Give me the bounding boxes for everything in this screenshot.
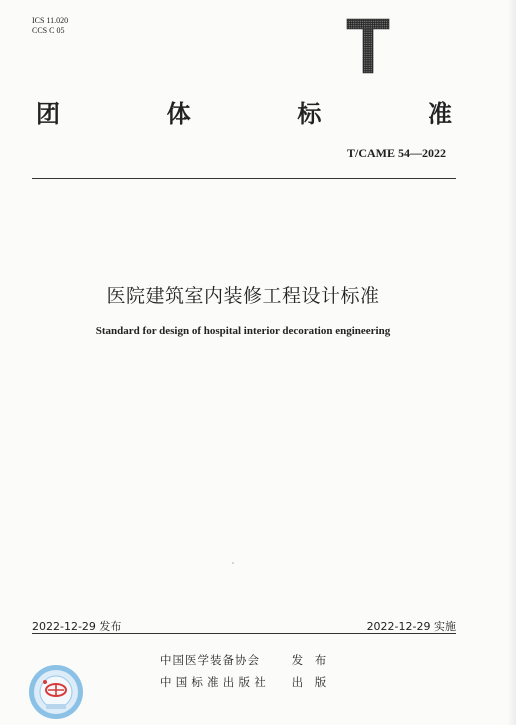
logo-letter: T	[367, 58, 369, 59]
press-role: 出 版	[291, 675, 331, 689]
publisher-row-press	[160, 674, 330, 690]
anti-counterfeit-seal-icon	[28, 664, 84, 720]
implementation-date: 2022-12-29 实施	[366, 620, 456, 633]
standard-number: T/CAME 54—2022	[347, 146, 446, 160]
group-standard-logo	[346, 18, 390, 74]
title-chinese: 医院建筑室内装修工程设计标准	[106, 285, 380, 307]
classification-codes	[32, 16, 68, 36]
issuer-role: 发 布	[291, 653, 331, 667]
heading-char-1: 团	[36, 100, 60, 128]
top-divider	[32, 178, 456, 179]
press-name: 中国标准出版社	[160, 675, 270, 689]
title-english: Standard for design of hospital interior decoration engineering	[95, 325, 391, 337]
issuer-name: 中国医学装备协会	[160, 653, 260, 667]
publisher-row-issuer	[160, 652, 330, 668]
issue-date: 2022-12-29 发布	[32, 620, 122, 633]
heading-char-4: 准	[427, 100, 452, 128]
page-edge-shadow	[508, 0, 516, 725]
heading-char-2: 体	[166, 100, 191, 128]
heading-char-3: 标	[297, 100, 322, 128]
ccs-code: CCS C 05	[32, 26, 65, 35]
paper-speck	[232, 562, 234, 564]
bottom-divider	[32, 633, 456, 634]
ics-code: ICS 11.020	[32, 16, 69, 25]
group-standard-heading	[36, 94, 452, 128]
